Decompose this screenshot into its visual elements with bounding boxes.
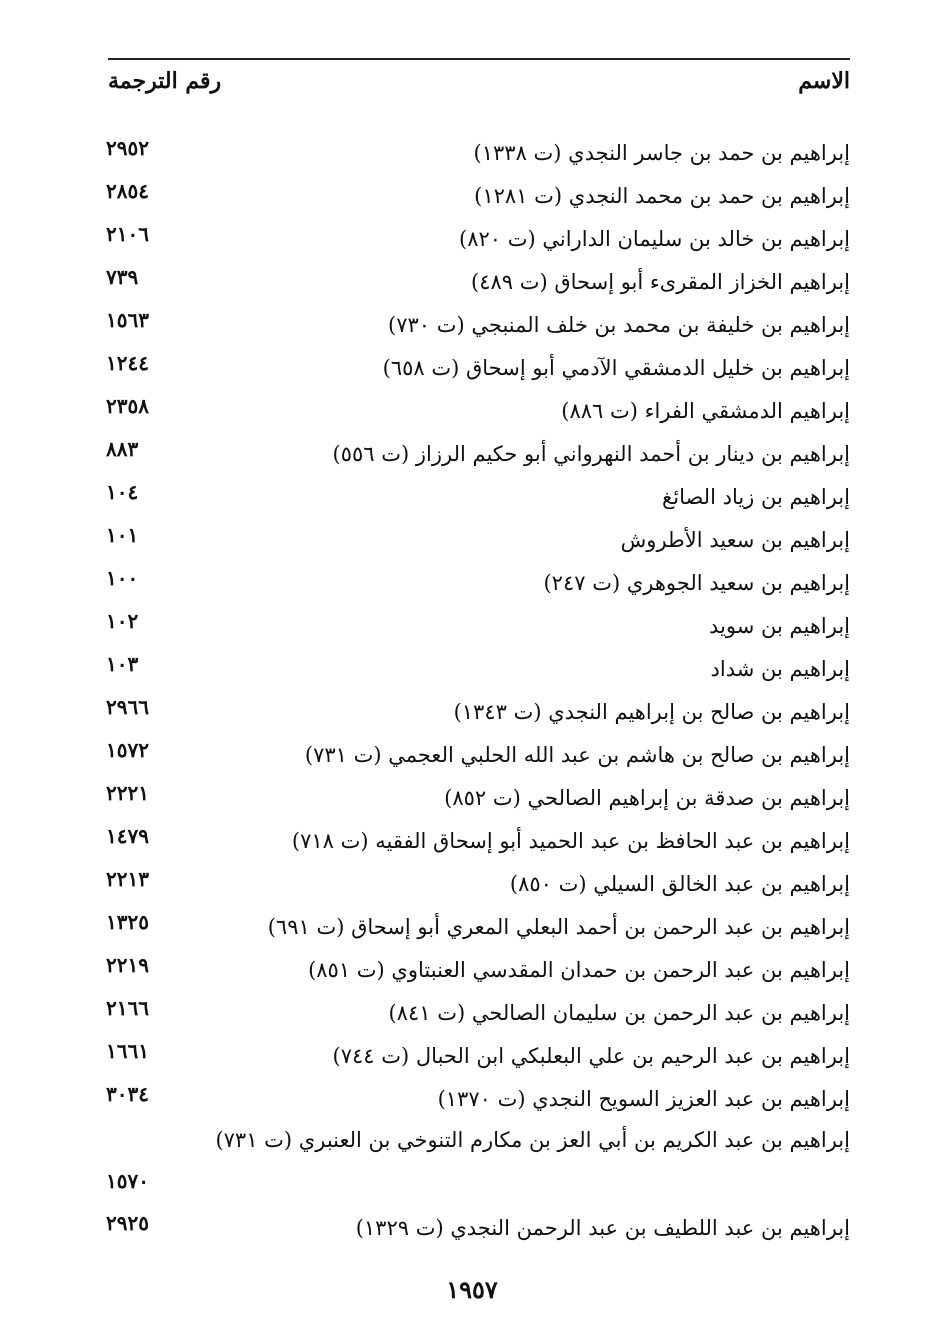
list-item — [0, 776, 944, 820]
entry-name: إبراهيم بن عبد الحافظ بن عبد الحميد أبو إسحاق الفقيه (ت ٧١٨) — [291, 829, 850, 853]
entry-number: ٣٠٣٤ — [106, 1082, 149, 1106]
entry-name: إبراهيم الخزاز المقرىء أبو إسحاق (ت ٤٨٩) — [470, 270, 850, 294]
entry-number: ٢١٠٦ — [106, 222, 149, 246]
list-item — [0, 604, 944, 648]
list-item — [0, 1077, 944, 1121]
entry-name: إبراهيم بن عبد الكريم بن أبي العز بن مكارم التنوخي بن العنبري (ت ٧٣١) — [215, 1128, 850, 1152]
list-item — [0, 346, 944, 390]
entry-name: إبراهيم بن صدقة بن إبراهيم الصالحي (ت ٨٥٢) — [444, 786, 850, 810]
entry-number: ٢٢١٣ — [106, 867, 149, 891]
entry-name: إبراهيم بن شداد — [710, 657, 850, 681]
entry-number: ١٢٤٤ — [106, 351, 149, 375]
entry-number: ١٠١ — [106, 523, 139, 547]
entry-number: ١٥٧٠ — [106, 1169, 149, 1193]
list-item — [0, 518, 944, 562]
list-item — [0, 303, 944, 347]
list-item — [0, 1034, 944, 1078]
entry-number: ٢٩٦٦ — [106, 695, 149, 719]
column-header-name: الاسم — [798, 68, 850, 94]
entry-name: إبراهيم الدمشقي الفراء (ت ٨٨٦) — [561, 399, 850, 423]
entry-name: إبراهيم بن صالح بن إبراهيم النجدي (ت ١٣٤٣) — [453, 700, 850, 724]
list-item — [0, 862, 944, 906]
list-item — [0, 131, 944, 175]
list-item — [0, 690, 944, 734]
entry-number: ١٦٦١ — [106, 1039, 149, 1063]
list-item — [0, 217, 944, 261]
entry-number: ٢٩٢٥ — [106, 1211, 149, 1235]
entry-number: ١٥٦٣ — [106, 308, 149, 332]
list-item — [0, 819, 944, 863]
entry-name: إبراهيم بن عبد الرحمن بن حمدان المقدسي العنبتاوي (ت ٨٥١) — [308, 958, 850, 982]
entry-name: إبراهيم بن زياد الصائغ — [662, 485, 850, 509]
header-rule — [108, 58, 850, 60]
entry-name: إبراهيم بن حمد بن محمد النجدي (ت ١٢٨١) — [474, 184, 850, 208]
entry-number: ٨٨٣ — [106, 437, 139, 461]
entry-number: ١٥٧٢ — [106, 738, 149, 762]
entry-number: ٢٩٥٢ — [106, 136, 149, 160]
entry-name: إبراهيم بن خليل الدمشقي الآدمي أبو إسحاق (ت ٦٥٨) — [382, 356, 850, 380]
entry-number: ٧٣٩ — [106, 265, 139, 289]
entry-name: إبراهيم بن صالح بن هاشم بن عبد الله الحلبي العجمي (ت ٧٣١) — [304, 743, 850, 767]
entry-number: ١٠٢ — [106, 609, 139, 633]
entry-name: إبراهيم بن سعيد الجوهري (ت ٢٤٧) — [543, 571, 850, 595]
entry-name: إبراهيم بن سويد — [709, 614, 850, 638]
entry-name: إبراهيم بن عبد الرحمن بن أحمد البعلي المعري أبو إسحاق (ت ٦٩١) — [267, 915, 850, 939]
list-item — [0, 174, 944, 218]
entry-name: إبراهيم بن حمد بن جاسر النجدي (ت ١٣٣٨) — [473, 141, 850, 165]
entry-number: ١٠٤ — [106, 480, 139, 504]
list-item — [0, 905, 944, 949]
entry-number: ٢٣٥٨ — [106, 394, 149, 418]
list-item — [0, 733, 944, 777]
entry-number: ٢٢٢١ — [106, 781, 149, 805]
entry-name: إبراهيم بن عبد اللطيف بن عبد الرحمن النجدي (ت ١٣٢٩) — [355, 1216, 850, 1240]
list-item — [0, 991, 944, 1035]
list-item — [0, 260, 944, 304]
entry-number: ١٠٣ — [106, 652, 139, 676]
list-item — [0, 561, 944, 605]
list-item — [0, 432, 944, 476]
entry-name: إبراهيم بن عبد الخالق السيلي (ت ٨٥٠) — [509, 872, 850, 896]
list-item — [0, 948, 944, 992]
entry-number: ٢٢١٩ — [106, 953, 149, 977]
entry-name: إبراهيم بن خليفة بن محمد بن خلف المنبجي (ت ٧٣٠) — [388, 313, 850, 337]
list-item — [0, 1120, 944, 1206]
list-item — [0, 475, 944, 519]
list-item — [0, 389, 944, 433]
list-item — [0, 1206, 944, 1250]
entry-name: إبراهيم بن دينار بن أحمد النهرواني أبو حكيم الرزاز (ت ٥٥٦) — [332, 442, 850, 466]
entry-number: ١٣٢٥ — [106, 910, 149, 934]
entry-name: إبراهيم بن عبد العزيز السويح النجدي (ت ١٣٧٠) — [437, 1087, 850, 1111]
page-number: ١٩٥٧ — [446, 1275, 498, 1304]
entry-name: إبراهيم بن عبد الرحيم بن علي البعلبكي ابن الحبال (ت ٧٤٤) — [332, 1044, 850, 1068]
list-item — [0, 647, 944, 691]
entry-number: ١٠٠ — [106, 566, 139, 590]
column-header-number: رقم الترجمة — [108, 68, 222, 94]
entry-name: إبراهيم بن سعيد الأطروش — [620, 528, 850, 552]
entry-number: ١٤٧٩ — [106, 824, 149, 848]
entry-name: إبراهيم بن خالد بن سليمان الداراني (ت ٨٢٠) — [459, 227, 850, 251]
entry-number: ٢١٦٦ — [106, 996, 149, 1020]
entry-number: ٢٨٥٤ — [106, 179, 149, 203]
entry-name: إبراهيم بن عبد الرحمن بن سليمان الصالحي (ت ٨٤١) — [388, 1001, 850, 1025]
